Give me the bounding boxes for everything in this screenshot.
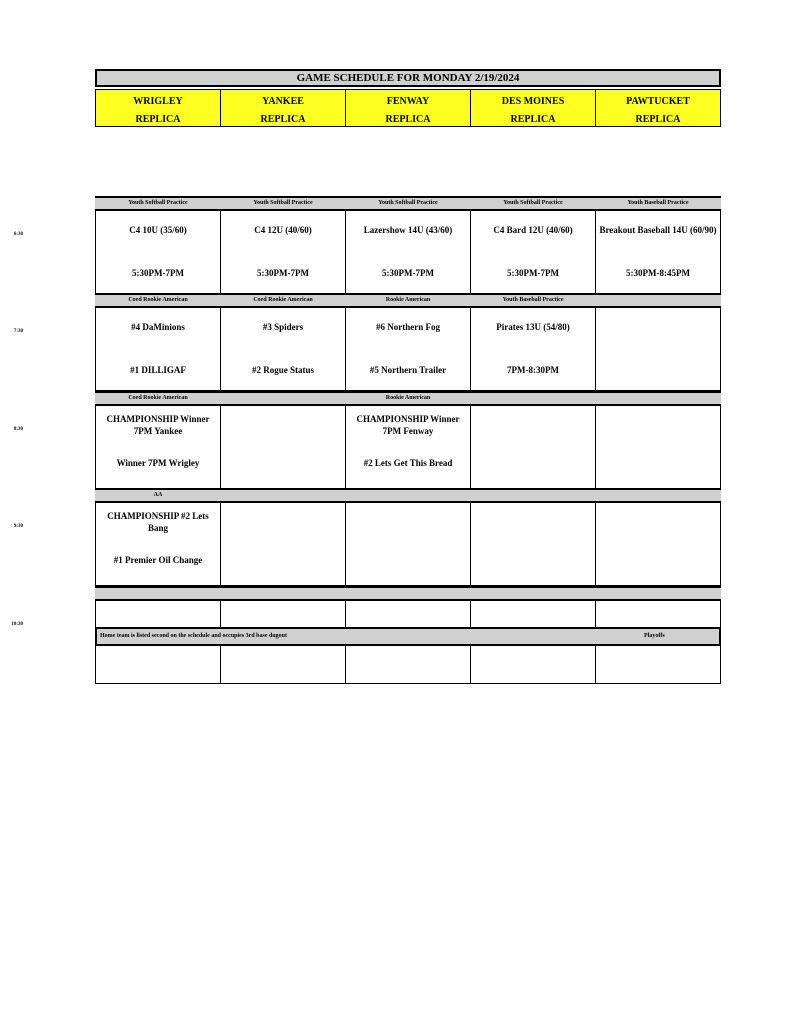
field-subtitle: REPLICA [385, 114, 431, 125]
time-label: 10:30 [11, 622, 23, 627]
field-name-cell [220, 89, 346, 127]
game-top-line: C4 Bard 12U (40/60) [493, 225, 573, 235]
game-top-line: #6 Northern Fog [376, 322, 440, 332]
field-name-cell [470, 89, 596, 127]
field-header [220, 87, 346, 207]
game-cell [95, 209, 221, 294]
field-subtitle: REPLICA [510, 114, 556, 125]
division-band: AA [95, 488, 221, 503]
game-top-line: CHAMPIONSHIP #2 Lets Bang [107, 511, 209, 533]
game-bottom-line: #1 DILLIGAF [130, 365, 186, 375]
game-top-line: Lazershow 14U (43/60) [363, 225, 453, 235]
game-cell [595, 306, 721, 391]
field-subtitle: REPLICA [135, 114, 181, 125]
game-cell [95, 404, 221, 489]
time-label: 7:30 [13, 329, 23, 334]
footer-bar [95, 627, 721, 646]
division-band: Rookie American [345, 391, 471, 406]
field-name: FENWAY [386, 96, 430, 107]
game-bottom-line: #2 Lets Get This Bread [363, 458, 453, 468]
division-band: Youth Baseball Practice [470, 293, 596, 308]
field-name: WRIGLEY [133, 96, 183, 107]
game-cell [220, 306, 346, 391]
game-top-line: Breakout Baseball 14U (60/90) [599, 225, 717, 235]
game-cell [470, 306, 596, 391]
game-bottom-line: 5:30PM-7PM [382, 268, 434, 278]
division-band: Coed Rookie American [95, 293, 221, 308]
game-bottom-line: 5:30PM-7PM [507, 268, 559, 278]
division-band: Youth Softball Practice [470, 196, 596, 211]
time-label: 6:30 [13, 232, 23, 237]
game-cell [220, 209, 346, 294]
game-bottom-line: 7PM-8:30PM [507, 365, 559, 375]
game-top-line: C4 12U (40/60) [254, 225, 312, 235]
field-name-cell [595, 89, 721, 127]
game-cell [220, 501, 346, 586]
game-cell [470, 209, 596, 294]
game-cell [345, 306, 471, 391]
game-bottom-line: 5:30PM-7PM [132, 268, 184, 278]
field-header [95, 87, 221, 207]
field-name-cell [345, 89, 471, 127]
field-header [595, 87, 721, 207]
game-cell [95, 306, 221, 391]
field-name: PAWTUCKET [626, 96, 690, 107]
schedule-table [11, 69, 721, 646]
game-cell [595, 209, 721, 294]
time-label: 8:30 [13, 427, 23, 432]
field-header [470, 87, 596, 207]
footer-note: Home team is listed second on the schedule and occupies 3rd base dugout [100, 633, 288, 639]
field-name: DES MOINES [501, 96, 565, 107]
division-band: Rookie American [345, 293, 471, 308]
field-name: YANKEE [262, 96, 304, 107]
game-cell [345, 404, 471, 489]
field-header-row [95, 87, 721, 207]
game-top-line: CHAMPIONSHIP Winner 7PM Fenway [356, 414, 460, 436]
game-bottom-line: 5:30PM-8:45PM [626, 268, 690, 278]
game-cell [345, 501, 471, 586]
game-bottom-line: Winner 7PM Wrigley [116, 458, 200, 468]
field-header [345, 87, 471, 207]
game-bottom-line: #2 Rogue Status [251, 365, 314, 375]
game-top-line: C4 10U (35/60) [129, 225, 187, 235]
game-top-line: CHAMPIONSHIP Winner 7PM Yankee [106, 414, 210, 436]
field-subtitle: REPLICA [260, 114, 306, 125]
game-cell [345, 209, 471, 294]
game-top-line: Pirates 13U (54/80) [496, 322, 570, 332]
division-band: Youth Softball Practice [220, 196, 346, 211]
schedule-title: GAME SCHEDULE FOR MONDAY 2/19/2024 [95, 69, 721, 87]
division-band: Youth Baseball Practice [595, 196, 721, 211]
footer-legend: Playoffs [644, 633, 665, 639]
field-subtitle: REPLICA [635, 114, 681, 125]
game-bottom-line: #5 Northern Trailer [369, 365, 447, 375]
time-label: 9:30 [13, 524, 23, 529]
game-bottom-line: 5:30PM-7PM [257, 268, 309, 278]
game-cell [595, 404, 721, 489]
division-band: Coed Rookie American [220, 293, 346, 308]
game-top-line: #4 DaMinions [131, 322, 185, 332]
game-cell [220, 404, 346, 489]
game-cell [470, 501, 596, 586]
division-band: Coed Rookie American [95, 391, 221, 406]
division-band: Youth Softball Practice [95, 196, 221, 211]
field-name-cell [95, 89, 221, 127]
game-cell [595, 501, 721, 586]
game-bottom-line: #1 Premier Oil Change [113, 555, 203, 565]
game-cell [95, 501, 221, 586]
division-band: Youth Softball Practice [345, 196, 471, 211]
game-top-line: #3 Spiders [262, 322, 304, 332]
game-cell [470, 404, 596, 489]
